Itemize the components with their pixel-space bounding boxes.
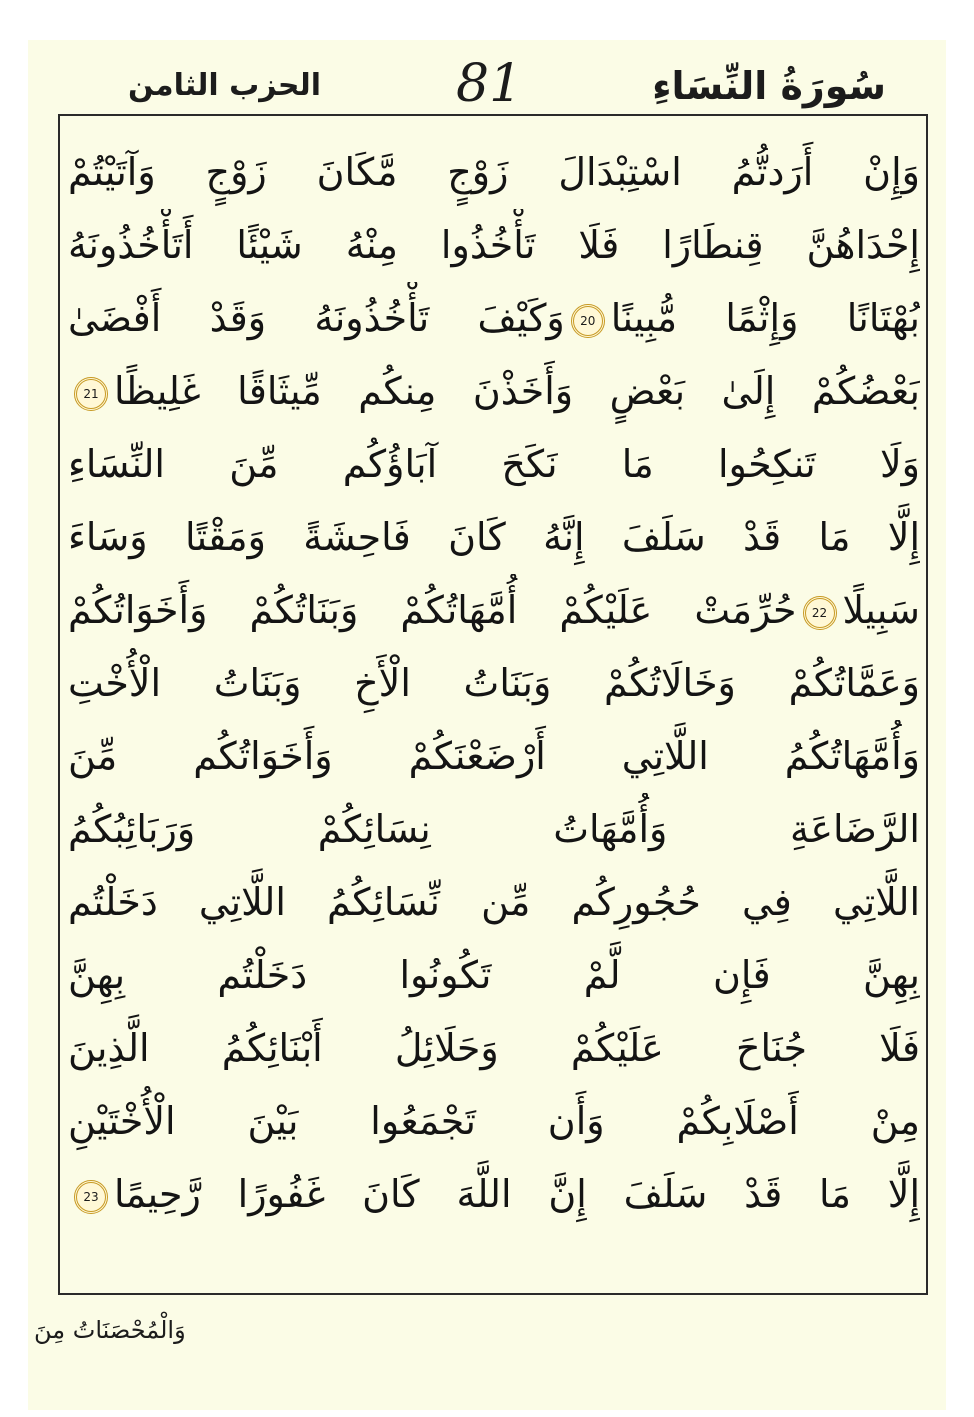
ayah-number-marker: 22: [803, 596, 837, 630]
ayah-number-marker: 23: [74, 1180, 108, 1214]
verse-line: [68, 720, 920, 793]
verse-text: اللَّاتِي فِي حُجُورِكُم مِّن نِّسَائِكُمُ اللَّاتِي دَخَلْتُم: [68, 880, 920, 924]
page-header: [28, 54, 946, 118]
verse-line: [68, 574, 920, 647]
verse-line: [68, 866, 920, 939]
ayah-number-marker: 21: [74, 377, 108, 411]
verse-text: وَلَا تَنكِحُوا مَا نَكَحَ آبَاؤُكُم مِّنَ النِّسَاءِ: [68, 442, 920, 486]
verse-line: [68, 647, 920, 720]
verse-text: إِلَّا مَا قَدْ سَلَفَ إِنَّ اللَّهَ كَانَ غَفُورًا رَّحِيمًا: [114, 1172, 920, 1216]
verse-text: الرَّضَاعَةِ وَأُمَّهَاتُ نِسَائِكُمْ وَرَبَائِبُكُمُ: [68, 807, 920, 851]
verse-line: [68, 282, 920, 355]
verse-line: [68, 1158, 920, 1231]
verse-line: [68, 355, 920, 428]
verse-line: [68, 939, 920, 1012]
catchword: وَالْمُحْصَنَاتُ مِنَ: [34, 1316, 186, 1344]
text-frame: [58, 114, 928, 1295]
ayah-number-marker: 20: [571, 304, 605, 338]
verse-line: [68, 501, 920, 574]
verse-line: [68, 1012, 920, 1085]
verse-text: بُهْتَانًا وَإِثْمًا مُّبِينًا: [610, 296, 920, 340]
verse-text: سَبِيلًا: [842, 588, 920, 632]
verse-line: [68, 136, 920, 209]
verse-text: فَلَا جُنَاحَ عَلَيْكُمْ وَحَلَائِلُ أَبْنَائِكُمُ الَّذِينَ: [68, 1026, 920, 1070]
verse-text: حُرِّمَتْ عَلَيْكُمْ أُمَّهَاتُكُمْ وَبَنَاتُكُمْ وَأَخَوَاتُكُمْ: [68, 588, 797, 632]
verse-text: إِلَّا مَا قَدْ سَلَفَ إِنَّهُ كَانَ فَاحِشَةً وَمَقْتًا وَسَاءَ: [68, 515, 920, 559]
verse-text: وَأُمَّهَاتُكُمُ اللَّاتِي أَرْضَعْنَكُمْ وَأَخَوَاتُكُم مِّنَ: [68, 734, 920, 778]
verse-text: وَإِنْ أَرَدتُّمُ اسْتِبْدَالَ زَوْجٍ مَّكَانَ زَوْجٍ وَآتَيْتُمْ: [68, 150, 920, 194]
verse-text: مِنْ أَصْلَابِكُمْ وَأَن تَجْمَعُوا بَيْنَ الْأُخْتَيْنِ: [68, 1099, 920, 1143]
mushaf-page: [28, 40, 946, 1410]
surah-name: سُورَةُ النِّسَاءِ: [652, 64, 886, 108]
verse-text: وَكَيْفَ تَأْخُذُونَهُ وَقَدْ أَفْضَىٰ: [68, 296, 565, 340]
verse-line: [68, 793, 920, 866]
verse-text: بَعْضُكُمْ إِلَىٰ بَعْضٍ وَأَخَذْنَ مِنكُم مِّيثَاقًا غَلِيظًا: [114, 369, 920, 413]
verse-line: [68, 209, 920, 282]
verse-text: بِهِنَّ فَإِن لَّمْ تَكُونُوا دَخَلْتُم بِهِنَّ: [68, 953, 920, 997]
verse-lines: [68, 136, 920, 1231]
verse-text: إِحْدَاهُنَّ قِنطَارًا فَلَا تَأْخُذُوا مِنْهُ شَيْئًا أَتَأْخُذُونَهُ: [68, 223, 920, 267]
page-number: 81: [456, 54, 523, 114]
verse-line: [68, 1085, 920, 1158]
verse-line: [68, 428, 920, 501]
hizb-label: الحزب الثامن: [128, 68, 322, 103]
verse-text: وَعَمَّاتُكُمْ وَخَالَاتُكُمْ وَبَنَاتُ الْأَخِ وَبَنَاتُ الْأُخْتِ: [68, 661, 920, 705]
